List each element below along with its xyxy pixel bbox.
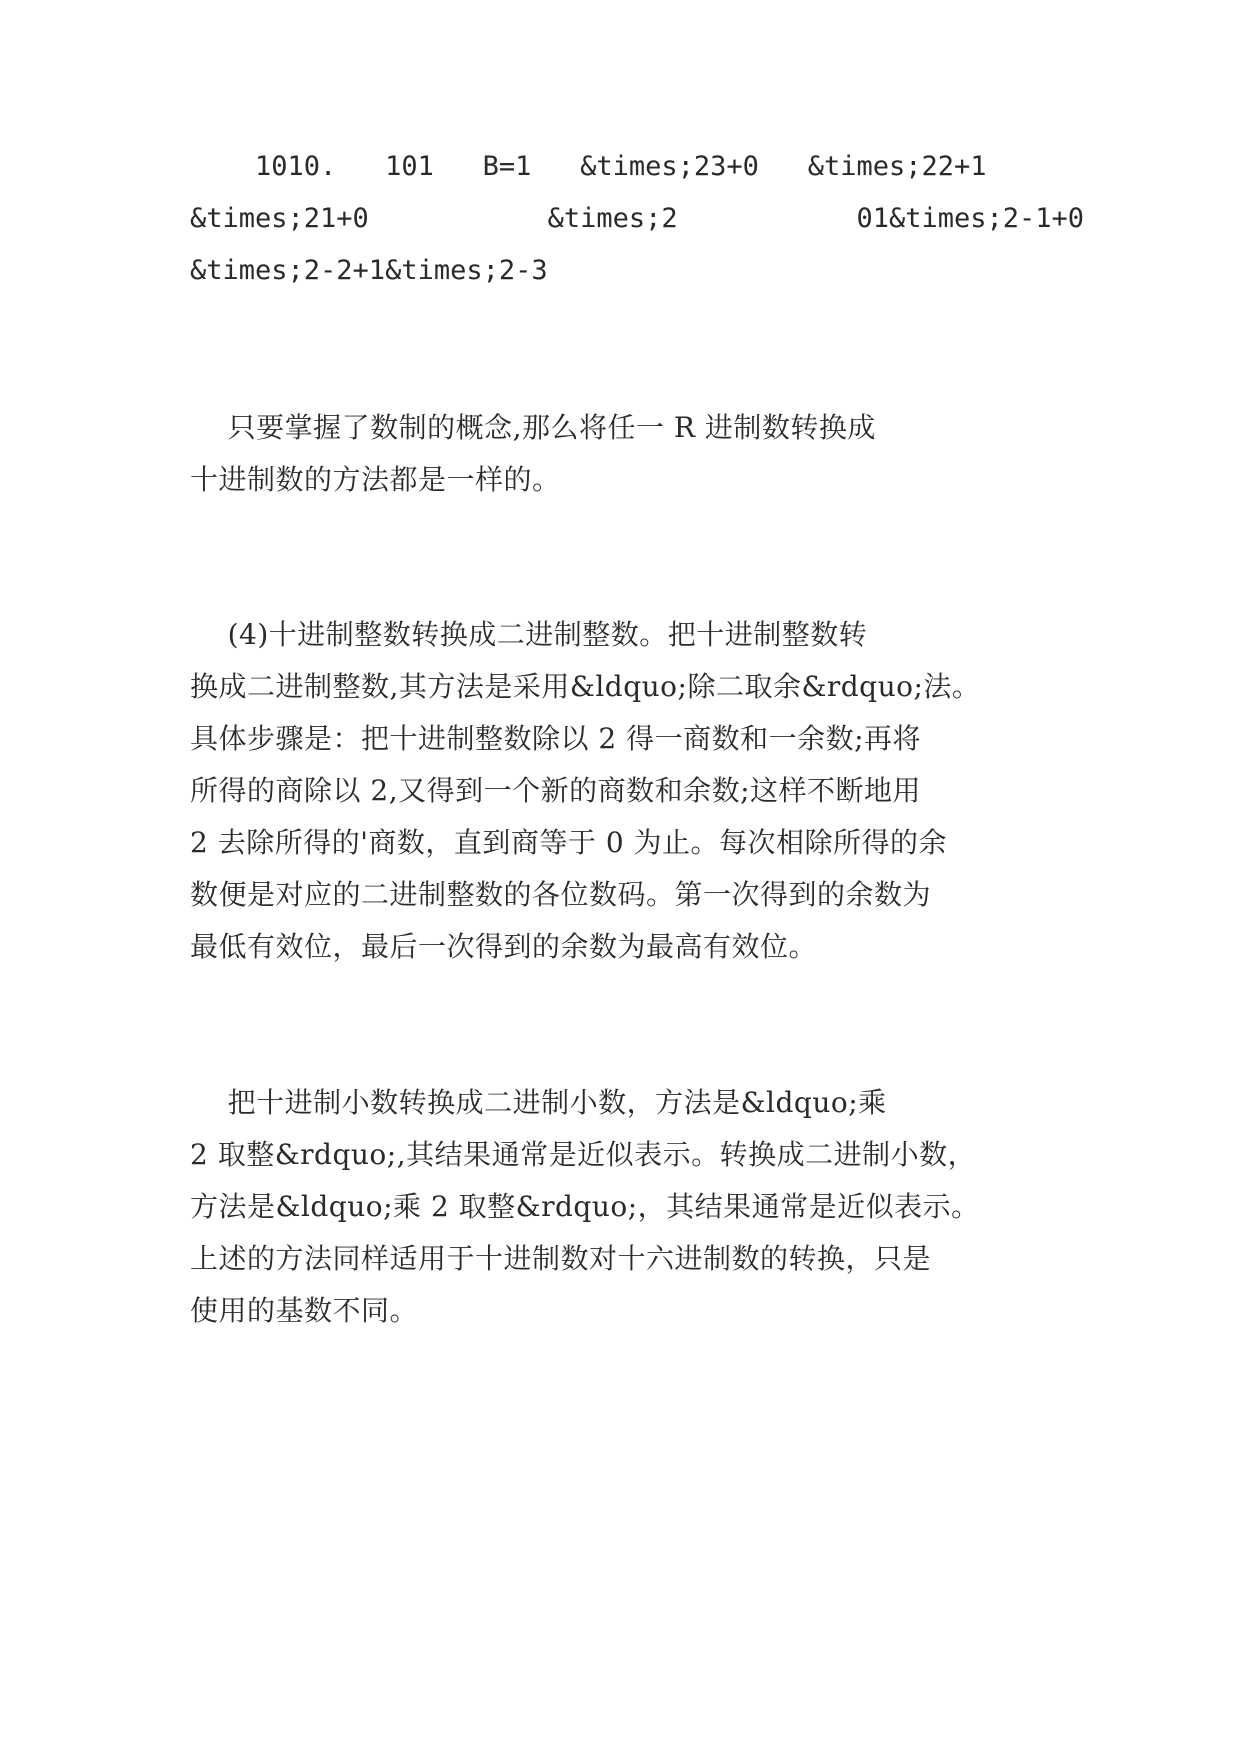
paragraph-frac-line-5: 使用的基数不同。	[190, 1294, 419, 1327]
paragraph-int-line-2: 换成二进制整数,其方法是采用&ldquo;除二取余&rdquo;法。	[190, 670, 981, 703]
paragraph-int-line-3: 具体步骤是：把十进制整数除以 2 得一商数和一余数;再将	[190, 722, 922, 755]
paragraph-int-line-7: 最低有效位，最后一次得到的余数为最高有效位。	[190, 930, 818, 963]
paragraph-int-line-5: 2 去除所得的'商数，直到商等于 0 为止。每次相除所得的余	[190, 826, 948, 859]
formula-line-1: 1010. 101 B=1 &times;23+0 &times;22+1	[190, 151, 987, 182]
paragraph-frac-line-4: 上述的方法同样适用于十进制数对十六进制数的转换，只是	[190, 1242, 932, 1275]
paragraph-frac-line-1: 把十进制小数转换成二进制小数，方法是&ldquo;乘	[190, 1086, 887, 1119]
formula-line-3: &times;2-2+1&times;2-3	[190, 255, 548, 286]
formula-line-2: &times;21+0 &times;2 01&times;2-1+0	[190, 203, 1085, 234]
paragraph-int-line-6: 数便是对应的二进制整数的各位数码。第一次得到的余数为	[190, 878, 932, 911]
paragraph-frac-line-3: 方法是&ldquo;乘 2 取整&rdquo;，其结果通常是近似表示。	[190, 1190, 980, 1223]
paragraph-int-line-1: (4)十进制整数转换成二进制整数。把十进制整数转	[190, 618, 868, 651]
paragraph-frac-line-2: 2 取整&rdquo;,其结果通常是近似表示。转换成二进制小数，	[190, 1138, 977, 1171]
paragraph-int-line-4: 所得的商除以 2,又得到一个新的商数和余数;这样不断地用	[190, 774, 922, 807]
paragraph-r-base-line-2: 十进制数的方法都是一样的。	[190, 463, 561, 496]
paragraph-r-base-line-1: 只要掌握了数制的概念,那么将任一 R 进制数转换成	[190, 411, 876, 444]
